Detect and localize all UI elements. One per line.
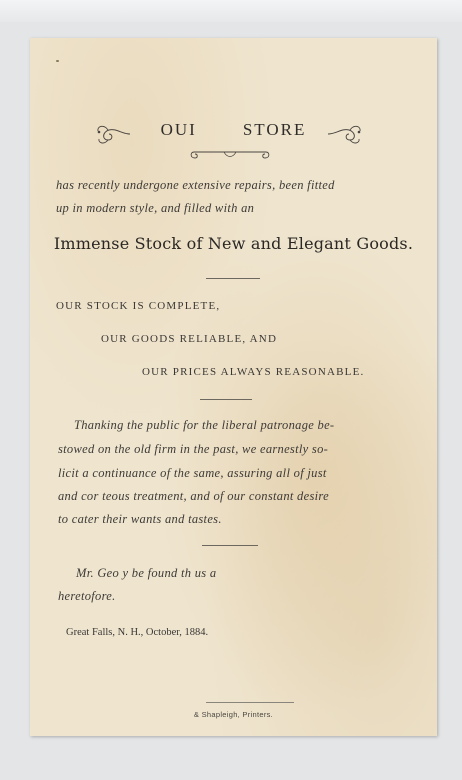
heading-left: OUI [160,120,197,139]
intro-line-2: up in modern style, and filled with an [56,201,255,215]
thanks-line-1: Thanking the public for the liberal patronage be- [74,418,335,432]
intro-line-1: has recently undergone extensive repairs, been fitted [56,178,335,192]
advertising-card [30,38,437,736]
headline: Immense Stock of New and Elegant Goods. [53,234,414,253]
stock-line-1: OUR STOCK IS COMPLETE, [56,300,221,312]
thanks-line-4: and cor teous treatment, and of our constant desire [58,489,329,503]
store-heading [30,120,437,140]
paper-fleck [56,60,59,62]
stock-line-3: OUR PRICES ALWAYS REASONABLE. [142,366,365,378]
printer-rule [206,702,294,703]
underline-flourish [188,148,272,162]
thanks-line-2: stowed on the old firm in the past, we earnestly so- [58,442,329,456]
printer-credit: & Shapleigh, Printers. [193,710,274,719]
thanks-line-5: to cater their wants and tastes. [58,512,222,526]
divider-rule [200,399,252,400]
note-line-2: heretofore. [58,589,116,603]
heading-right: STORE [242,120,307,139]
divider-rule [202,545,258,546]
dateline: Great Falls, N. H., October, 1884. [66,627,209,638]
scan-top-strip [0,0,462,22]
note-line-1: Mr. Geo y be found th us a [76,566,217,580]
thanks-line-3: licit a continuance of the same, assuring all of just [58,466,327,480]
divider-rule [206,278,260,279]
right-scroll-ornament [326,120,364,148]
stock-line-2: OUR GOODS RELIABLE, AND [101,333,278,345]
